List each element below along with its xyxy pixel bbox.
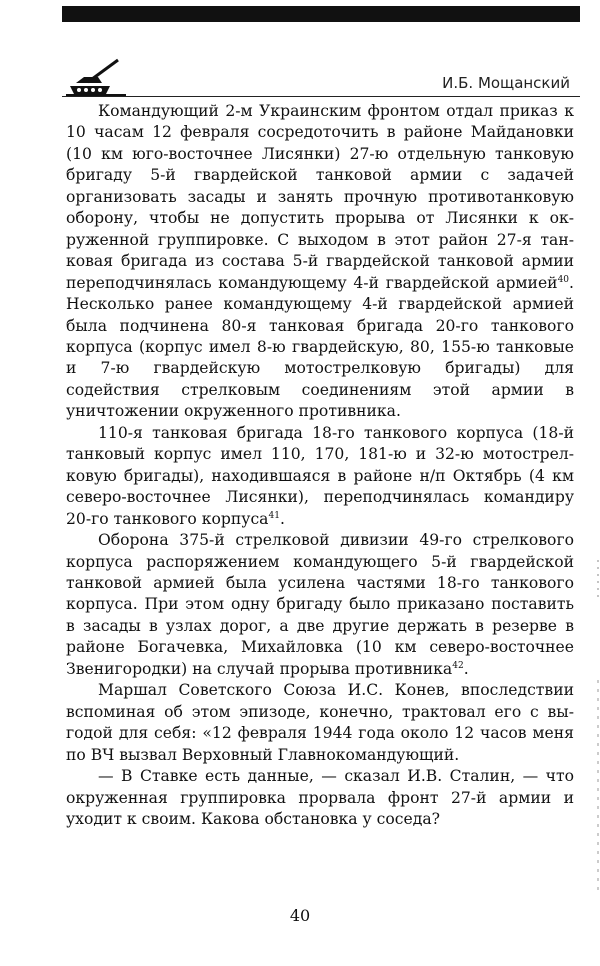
paragraph-tail: .	[463, 659, 469, 678]
page-number: 40	[289, 906, 311, 925]
paragraph	[66, 101, 574, 423]
paragraph-text: Командующий 2-м Украинским фронтом отдал приказ к 10 часам 12 февраля сосредоточить в районе Майдановки (10 км юго-восточнее Лисянки) 27-ю отдельную танковую бригаду 5-й гвардейской танковой армии с задачей организовать засады и занять прочную противотанковую оборону, чтобы не допустить прорыва от Лисянки к окруженной группировке. С выходом в этот район 27-я танковая бригада из состава 5-й гвардейской танковой армии переподчинялась командующему 4-й гвардейской армией	[66, 102, 574, 292]
paragraph-text: Маршал Советского Союза И.С. Конев, впоследствии вспоминая об этом эпизоде, конечно, трактовал его с выгодой для себя: «12 февраля 1944 года около 12 часов меня по ВЧ вызвал Верховный Главнокомандующий.	[66, 681, 574, 764]
footnote-ref: 40	[557, 274, 570, 285]
paragraph	[66, 423, 574, 530]
header-divider	[62, 96, 580, 97]
scan-edge-marks	[596, 560, 600, 890]
paragraph-text: — В Ставке есть данные, — сказал И.В. Сталин, — что окруженная группировка прорвала фронт 27-й армии и уходит к своим. Какова обстановка у соседа?	[66, 767, 574, 828]
paragraph-tail: . Несколько ранее командующему 4-й гвардейской армией была подчинена 80-я танковая бригада 20-го танкового корпуса (корпус имел 8-ю гвардейскую, 80, 155-ю танковые и 7-ю гвардейскую мотострелковую бригады) для содействия стрелковым соединениям этой армии в уничтожении окруженного противника.	[66, 273, 574, 421]
body-text	[66, 101, 574, 830]
paragraph-text: Оборона 375-й стрелковой дивизии 49-го стрелкового корпуса распоряжением командующего 5-й гвардейской танковой армией была усилена частями 18-го танкового корпуса. При этом одну бригаду было приказано поставить в засады в узлах дорог, а две другие держать в резерве в районе Богачевка, Михайловка (10 км северо-восточнее Звенигородки) на случай прорыва противника	[66, 531, 574, 678]
footnote-ref: 41	[268, 510, 280, 521]
paragraph	[66, 530, 574, 680]
paragraph	[66, 680, 574, 766]
paragraph-text: 110-я танковая бригада 18-го танкового корпуса (18-й танковый корпус имел 110, 170, 181-ю и 32-ю мотострелковую бригады), находившаяся в районе н/п Октябрь (4 км северо-восточнее Лисянки), переподчинялась командиру 20-го танкового корпуса	[66, 423, 574, 528]
paragraph	[66, 766, 574, 830]
running-header-author: И.Б. Мощанский	[442, 74, 570, 92]
top-black-rule	[62, 6, 580, 22]
tank-icon	[66, 56, 126, 98]
footnote-ref: 42	[452, 660, 464, 671]
paragraph-tail: .	[279, 509, 285, 528]
